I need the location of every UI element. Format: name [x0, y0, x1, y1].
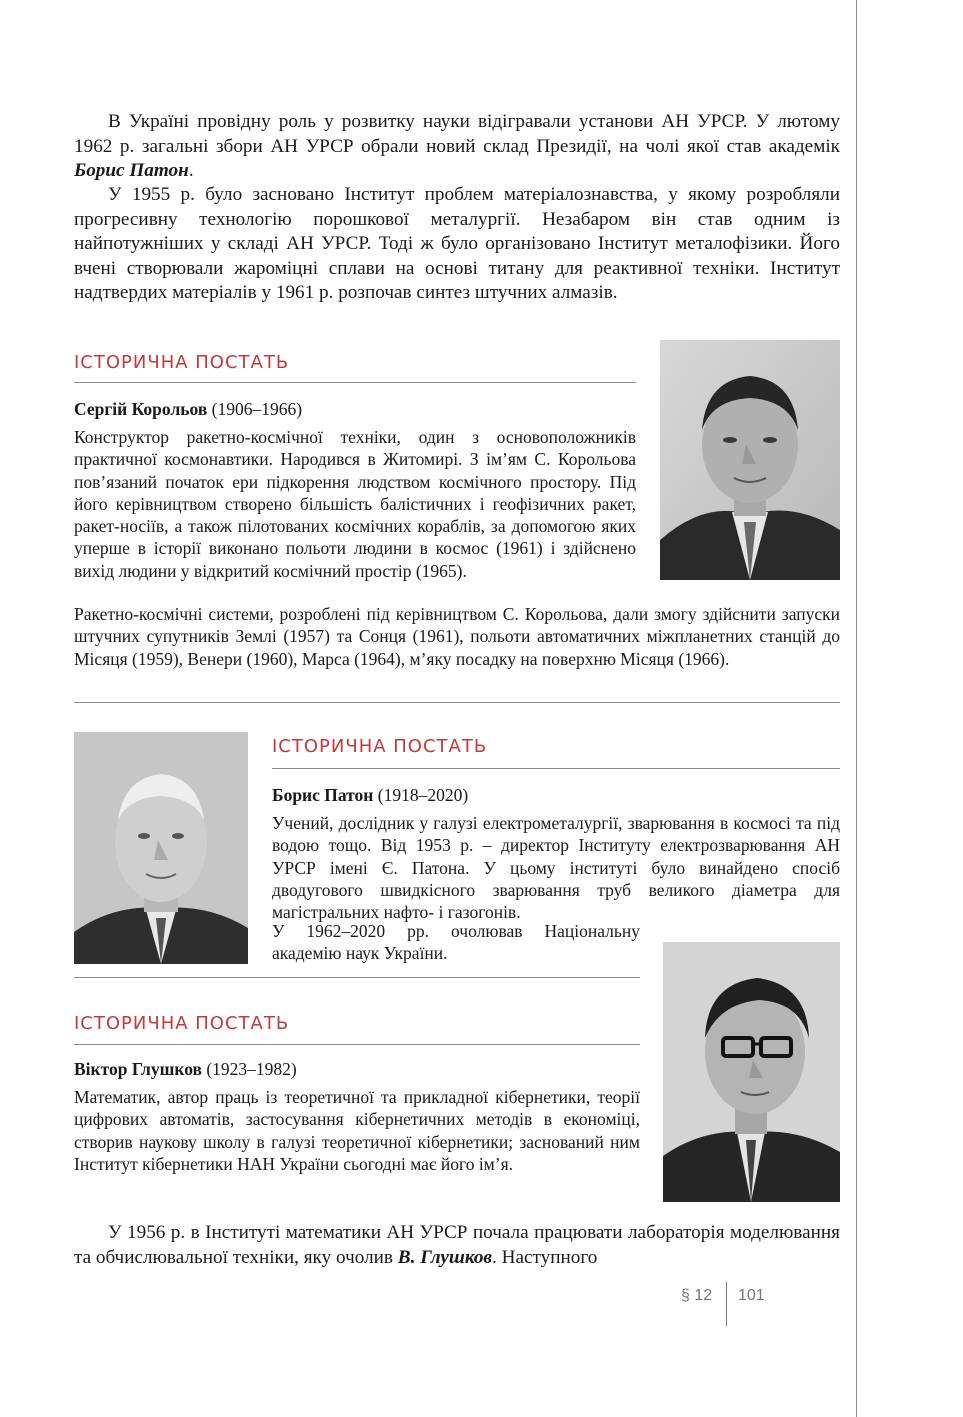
- bio-korolev-a: Конструктор ракетно-космічної техніки, один з основоположників практичної космонавтики. Народився в Житомирі. З ім’ям С. Корольова пов’язаний початок ери підкорення людством космічного простору. Під його керівництвом створено більшість балістичних і геофізичних ракет, ракет-носіїв, а також пілотованих космічних кораблів, за допомогою яких уперше в історії виконано польоти людини в космос (1961) і здійснено вихід людини у відкритий космічний простір (1965).: [74, 427, 636, 581]
- footer-section-number: § 12: [681, 1287, 713, 1304]
- footer-divider: [726, 1282, 727, 1326]
- bio-paton-b: У 1962–2020 рр. очолював Національну академію наук України.: [272, 921, 640, 964]
- bio-paton-a: Учений, дослідник у галузі електрометалургії, зварювання в космосі та під водою тощо. Від 1953 р. – директор Інституту електрозварювання АН УРСР імені Є. Патона. У цьому інституті було винайдено спосіб дводугового швидкісного зварювання труб великого діаметра для магістральних нафто- і газогонів.: [272, 813, 840, 923]
- closing-paragraph: У 1956 р. в Інституті математики АН УРСР почала працювати лабораторія моделювання та обчислювальної техніки, яку очолив В. Глушков. Наступного: [74, 1222, 840, 1268]
- intro-paragraph-2: У 1955 р. було засновано Інститут проблем матеріалознавства, у якому розробляли прогресивну технологію порошкової металургії. Незабаром він став одним із найпотужніших у складі АН УРСР. Тоді ж було організовано Інститут металофізики. Його вчені створювали жароміцні сплави на основі титану для реактивної техніки. Інститут надтвердих матеріалів у 1961 р. розпочав синтез штучних алмазів.: [74, 184, 840, 303]
- section-divider: [74, 977, 640, 978]
- section-divider: [74, 702, 840, 703]
- bio-glushkov: Математик, автор праць із теоретичної та прикладної кібернетики, теорії цифрових автоматів, застосування кібернетичних методів в економіці, створив наукову школу в галузі теоретичної кібернетики; заснований ним Інститут кібернетики НАН України сьогодні має його ім’я.: [74, 1087, 640, 1174]
- intro-paragraph-1: В Україні провідну роль у розвитку науки відігравали установи АН УРСР. У лютому 1962 р. загальні збори АН УРСР обрали новий склад Президії, на чолі якої став академік Борис Патон.: [74, 111, 840, 181]
- figure-name-glushkov: Віктор Глушков (1923–1982): [74, 1059, 297, 1079]
- figure-name-paton: Борис Патон (1918–2020): [272, 785, 469, 805]
- footer-page-number: 101: [738, 1287, 765, 1304]
- heading-rule: [74, 1044, 640, 1045]
- page-edge-line: [856, 0, 857, 1417]
- heading-rule: [272, 768, 840, 769]
- bio-korolev-b: Ракетно-космічні системи, розроблені під керівництвом С. Корольова, дали змогу здійснити запуски штучних супутників Землі (1957) та Сонця (1961), польоти автоматичних міжпланетних станцій до Місяця (1959), Венери (1960), Марса (1964), м’яку посадку на поверхню Місяця (1966).: [74, 604, 840, 669]
- portrait-glushkov: [663, 942, 840, 1202]
- portrait-korolev: [660, 340, 840, 580]
- figure-name-korolev: Сергій Корольов (1906–1966): [74, 399, 303, 419]
- section-heading-korolev: ІСТОРИЧНА ПОСТАТЬ: [74, 352, 290, 373]
- section-heading-paton: ІСТОРИЧНА ПОСТАТЬ: [272, 736, 488, 757]
- heading-rule: [74, 382, 636, 383]
- section-heading-glushkov: ІСТОРИЧНА ПОСТАТЬ: [74, 1013, 290, 1034]
- portrait-paton: [74, 732, 248, 964]
